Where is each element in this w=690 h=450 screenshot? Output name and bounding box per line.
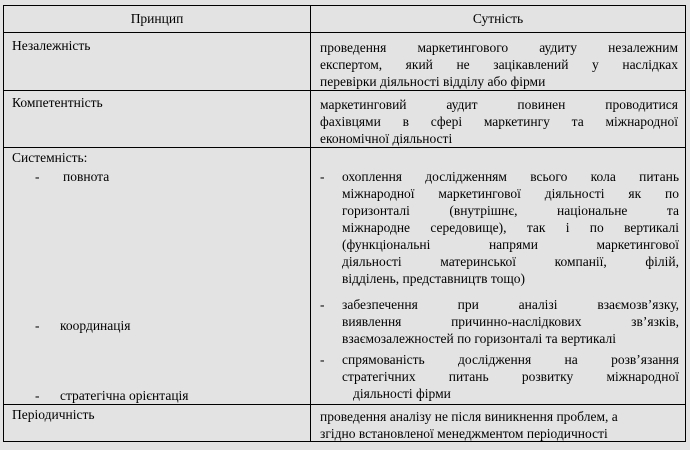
essence-line: виявлення причинно-наслідкових зв’язків,	[342, 314, 679, 329]
sub-dash: -	[35, 388, 40, 403]
header-essence: Сутність	[472, 11, 524, 26]
essence-line: проведення маркетингового аудиту незалежним	[320, 40, 678, 55]
essence-strategic	[342, 351, 679, 402]
essence-line: міжнародне середовище), так і по вертикалі	[342, 220, 679, 235]
sub-dash: -	[35, 318, 40, 333]
essence-periodicity	[320, 408, 678, 442]
essence-competence	[320, 96, 678, 147]
essence-line: стратегічних питань розвитку міжнародної	[342, 369, 679, 384]
row-divider	[4, 147, 685, 148]
essence-line: забезпечення при аналізі взаємозв’язку,	[342, 297, 679, 312]
essence-line: діяльності фірми	[353, 386, 451, 401]
essence-line: згідно встановленої менеджментом періодичності	[320, 426, 608, 441]
bullet-dash: -	[320, 297, 325, 312]
essence-line: горизонталі (внутрішнє, національне та	[342, 203, 679, 218]
sub-dash: -	[35, 169, 40, 184]
essence-line: діяльності материнської компанії, філій,	[342, 254, 679, 269]
essence-independence	[320, 39, 678, 90]
row-divider	[4, 404, 685, 405]
sub-strategic-orientation: стратегічна орієнтація	[60, 388, 189, 403]
essence-line: експертом, який не зацікавлений у наслідках	[320, 57, 678, 72]
principle-periodicity: Періодичність	[12, 407, 95, 422]
essence-line: міжнародної маркетингової діяльності як по	[342, 186, 679, 201]
essence-line: фахівцями в сфері маркетингу та міжнародної	[320, 114, 678, 129]
bullet-dash: -	[320, 352, 325, 367]
principles-table	[3, 5, 686, 442]
row-divider	[4, 90, 685, 91]
sub-coordination: координація	[60, 318, 131, 333]
sub-completeness: повнота	[63, 169, 110, 184]
essence-completeness-cont	[342, 202, 679, 287]
essence-line: економічної діяльності	[320, 131, 453, 146]
essence-line: перевірки діяльності відділу або фірми	[320, 74, 546, 89]
essence-coordination	[342, 296, 679, 347]
column-divider	[310, 6, 311, 441]
essence-completeness	[342, 168, 679, 202]
row-divider	[4, 32, 685, 33]
bullet-dash: -	[320, 169, 325, 184]
essence-line: взаємозалежностей по горизонталі та вертикалі	[342, 331, 616, 346]
essence-line: спрямованість дослідження на розв’язання	[342, 352, 679, 367]
essence-line: охоплення дослідженням всього кола питань	[342, 169, 679, 184]
principle-systemic: Системність:	[12, 150, 88, 165]
essence-line: (функціональні напрями маркетингової	[342, 237, 679, 252]
header-principle: Принцип	[130, 11, 184, 26]
essence-line: відділень, представництв тощо)	[342, 271, 525, 286]
principle-independence: Незалежність	[12, 38, 91, 53]
essence-line: маркетинговий аудит повинен проводитися	[320, 97, 678, 112]
principle-competence: Компетентність	[12, 95, 103, 110]
essence-line: проведення аналізу не після виникнення проблем, а	[320, 409, 618, 424]
